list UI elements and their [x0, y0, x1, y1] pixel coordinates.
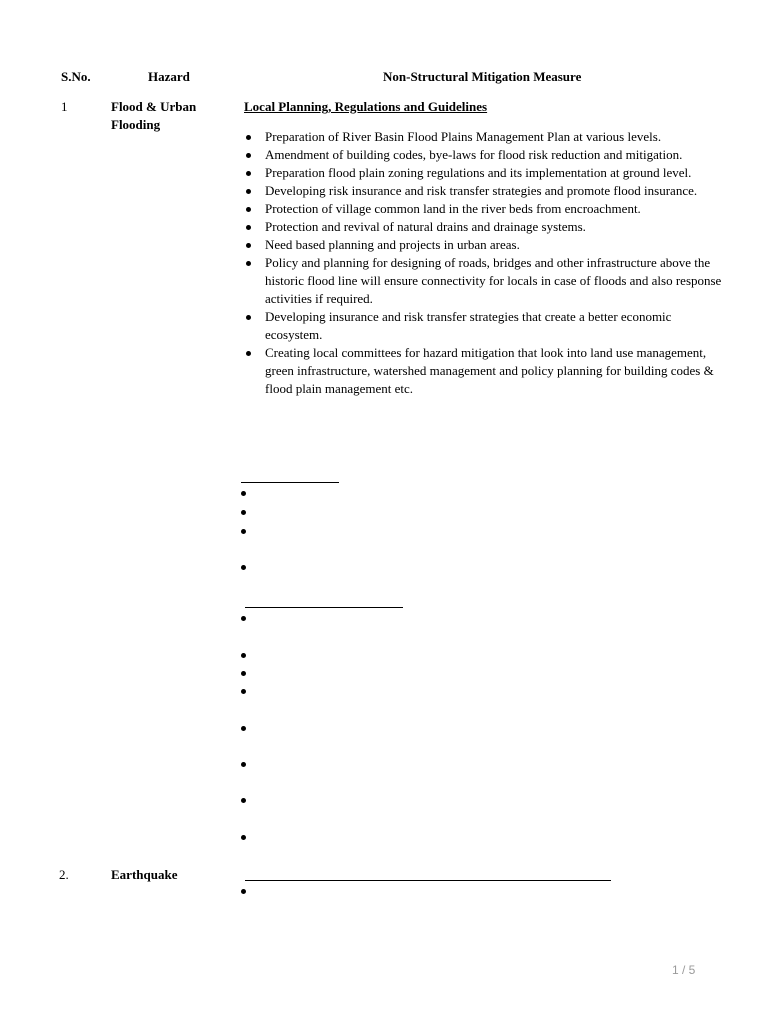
- empty-bullet: [241, 491, 246, 496]
- bullet-item: Amendment of building codes, bye-laws for flood risk reduction and mitigation.: [244, 146, 722, 164]
- bullet-item: Protection of village common land in the river beds from encroachment.: [244, 200, 722, 218]
- header-sno: S.No.: [61, 69, 91, 84]
- section-underline-2: [241, 482, 339, 483]
- bullet-item: Creating local committees for hazard mitigation that look into land use management, green infrastructure, watershed management and policy planning for building codes & flood plain management etc.: [244, 344, 722, 398]
- bullet-item: Developing risk insurance and risk transfer strategies and promote flood insurance.: [244, 182, 722, 200]
- bullet-item: Policy and planning for designing of roads, bridges and other infrastructure above the historic flood line will ensure connectivity for locals in case of floods and also response activities if required.: [244, 254, 722, 308]
- empty-bullet: [241, 889, 246, 894]
- row-1-sno: 1: [61, 99, 68, 114]
- section-underline-earthquake: [245, 880, 611, 881]
- section-title-local-planning: Local Planning, Regulations and Guidelines: [244, 99, 488, 114]
- row-1-hazard-line2: Flooding: [111, 117, 161, 132]
- empty-bullet: [241, 689, 246, 694]
- page-indicator: 1 / 5: [672, 963, 696, 977]
- empty-bullet: [241, 762, 246, 767]
- bullet-item: Preparation flood plain zoning regulations and its implementation at ground level.: [244, 164, 722, 182]
- empty-bullet: [241, 835, 246, 840]
- section-underline-3: [245, 607, 403, 608]
- empty-bullet: [241, 565, 246, 570]
- mitigation-bullet-list: [244, 128, 722, 398]
- row-2-sno: 2.: [59, 867, 69, 882]
- row-2-hazard: Earthquake: [111, 867, 178, 882]
- row-1-hazard: [111, 98, 196, 134]
- header-hazard: Hazard: [148, 69, 190, 84]
- bullet-item: Need based planning and projects in urban areas.: [244, 236, 722, 254]
- empty-bullet: [241, 653, 246, 658]
- bullet-item: Developing insurance and risk transfer strategies that create a better economic ecosystem.: [244, 308, 722, 344]
- bullet-item: Preparation of River Basin Flood Plains Management Plan at various levels.: [244, 128, 722, 146]
- empty-bullet: [241, 726, 246, 731]
- bullet-item: Protection and revival of natural drains and drainage systems.: [244, 218, 722, 236]
- header-measure: Non-Structural Mitigation Measure: [383, 69, 582, 84]
- empty-bullet: [241, 529, 246, 534]
- empty-bullet: [241, 671, 246, 676]
- row-1-hazard-line1: Flood & Urban: [111, 99, 197, 114]
- empty-bullet: [241, 616, 246, 621]
- empty-bullet: [241, 798, 246, 803]
- empty-bullet: [241, 510, 246, 515]
